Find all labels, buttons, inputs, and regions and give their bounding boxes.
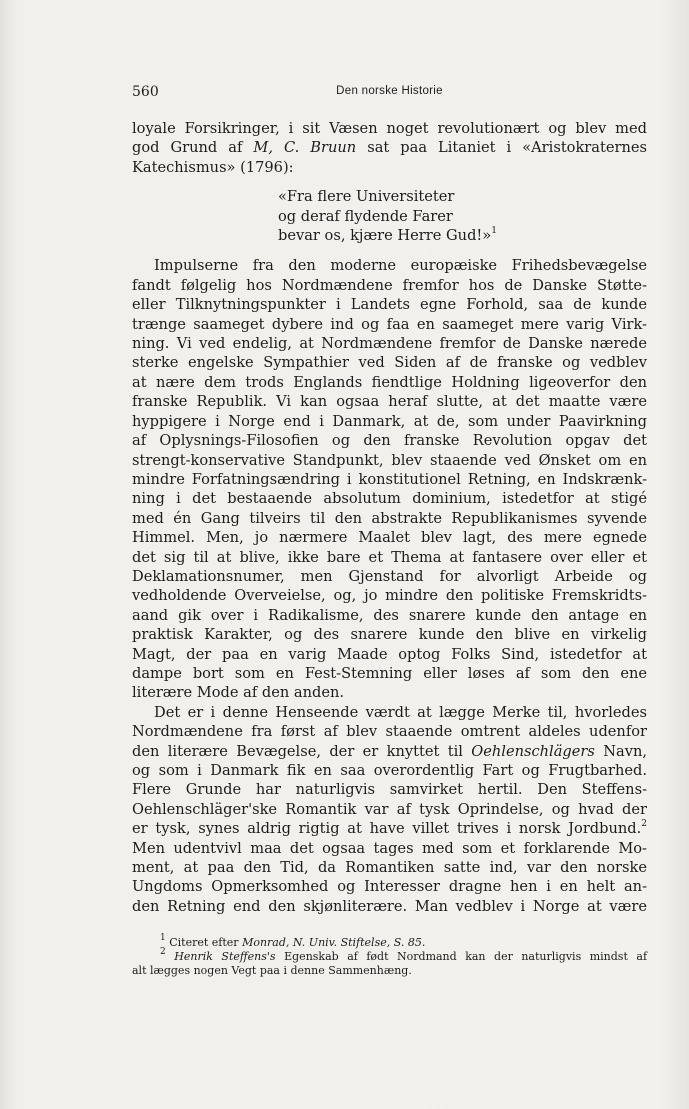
text-line: Men udentvivl maa det ogsaa tages med som et forklarende Mo- xyxy=(132,839,647,857)
text-run: bevar os, kjære Herre Gud!» xyxy=(278,227,492,245)
text-line xyxy=(132,819,647,838)
text-line: ning. Vi ved endelig, at Nordmændene fremfor de Danske nærede xyxy=(132,335,647,353)
footnote-ref: 2 xyxy=(641,819,647,830)
text-run: sat paa Litaniet i «Aristokraternes xyxy=(356,139,647,157)
text-line: og som i Danmark fik en saa overordentlig Fart og Frugtbarhed. xyxy=(132,762,647,779)
text-line: trænge saameget dybere ind og faa en saameget mere varig Virk- xyxy=(132,315,647,333)
author-name: Oehlenschlägers xyxy=(471,742,595,760)
text-line: Flere Grunde har naturligvis samvirket hertil. Den Steffens- xyxy=(132,781,647,799)
text-line: aand gik over i Radikalisme, des snarere kunde den antage en xyxy=(132,606,647,624)
text-block xyxy=(132,839,647,917)
text-line: Det er i denne Henseende værdt at lægge Merke til, hvorledes xyxy=(154,703,647,721)
text-run: den literære Bevægelse, der er knyttet til xyxy=(132,742,472,760)
footnote-number: 2 xyxy=(160,947,166,958)
text-line: dampe bort som en Fest-Stemning eller løses af som den ene xyxy=(132,664,647,682)
text-line: det sig til at blive, ikke bare et Thema at fantasere over eller et xyxy=(132,548,647,566)
footnotes xyxy=(132,933,648,978)
running-title: Den norske Historie xyxy=(336,85,443,97)
footnote-number: 1 xyxy=(160,933,166,944)
text-line: vedholdende Overveielse, og, jo mindre den politiske Fremskridts- xyxy=(132,587,647,605)
footnote xyxy=(132,947,648,964)
verse-quote xyxy=(278,187,647,245)
text-line: Magt, der paa en varig Maade optog Folks Sind, istedetfor at xyxy=(132,645,647,663)
text-line: Katechismus» (1796): xyxy=(132,158,294,176)
text-line: Ungdoms Opmerksomhed og Interesser dragne hen i en helt an- xyxy=(132,878,647,896)
footnote-ref: 1 xyxy=(491,226,497,237)
text-line: fandt følgelig hos Nordmændene fremfor hos de Danske Støtte- xyxy=(132,276,647,294)
author-name: M, C. Bruun xyxy=(253,139,357,157)
text-line: med én Gang tilveirs til den abstrakte Republikanismes syvende xyxy=(132,509,647,527)
text-line: at nære dem trods Englands fiendtlige Holdning ligeoverfor den xyxy=(132,373,647,391)
text-line: af Oplysnings-Filosofien og den franske Revolution opgav det xyxy=(132,432,647,450)
text-line: loyale Forsikringer, i sit Væsen noget revolutionært og blev med xyxy=(132,120,647,137)
citation: Monrad, N. Univ. Stiftelse, S. 85. xyxy=(242,936,426,949)
text-run: Egenskab af født Nordmand kan der naturligvis mindst af xyxy=(275,950,648,963)
verse-line xyxy=(278,226,647,245)
page-header xyxy=(132,84,647,104)
footnote xyxy=(132,933,647,950)
text-line: strengt-konservative Standpunkt, blev staaende ved Ønsket om en xyxy=(132,451,647,469)
page-number: 560 xyxy=(132,84,159,100)
text-line: ment, at paa den Tid, da Romantiken satte ind, var den norske xyxy=(132,859,647,877)
text-line xyxy=(132,742,647,761)
body-text xyxy=(132,119,647,916)
text-line: Oehlenschläger'ske Romantik var af tysk Oprindelse, og hvad der xyxy=(132,800,647,818)
text-line xyxy=(132,138,647,157)
verse-line: og deraf flydende Farer xyxy=(278,207,453,225)
text-run: Citeret efter xyxy=(169,936,243,949)
text-line: Deklamationsnumer, men Gjenstand for alvorligt Arbeide og xyxy=(132,567,647,585)
text-line: sterke engelske Sympathier ved Siden af de franske og vedblev xyxy=(132,354,647,372)
text-line: hyppigere i Norge end i Danmark, at de, som under Paavirkning xyxy=(132,412,647,430)
paragraph xyxy=(132,703,647,916)
verse-line: «Fra flere Universiteter xyxy=(278,188,455,206)
text-line: Impulserne fra den moderne europæiske Frihedsbevægelse xyxy=(154,257,647,275)
text-line: eller Tilknytningspunkter i Landets egne Forhold, saa de kunde xyxy=(132,296,647,314)
author-name: Henrik Steffens's xyxy=(174,950,276,963)
text-line: den Retning end den skjønliterære. Man vedblev i Norge at være xyxy=(132,897,647,915)
text-line: ning i det bestaaende absolutum dominium, istedetfor at stigé xyxy=(132,490,647,508)
text-run: Navn, xyxy=(594,742,647,760)
text-line: Himmel. Men, jo nærmere Maalet blev lagt, des mere egnede xyxy=(132,529,647,547)
text-line: mindre Forfatningsændring i konstitutionel Retning, en Indskrænk- xyxy=(132,470,647,488)
footnote-continuation: alt lægges nogen Vegt paa i denne Sammenhæng. xyxy=(132,964,412,977)
text-run: er tysk, synes aldrig rigtig at have villet trives i norsk Jordbund. xyxy=(132,820,642,838)
text-line: praktisk Karakter, og des snarere kunde den blive en virkelig xyxy=(132,626,647,644)
text-line: franske Republik. Vi kan ogsaa heraf slutte, at det maatte være xyxy=(132,393,647,411)
text-line: Nordmændene fra først af blev staaende omtrent aldeles udenfor xyxy=(132,723,647,741)
text-run: god Grund af xyxy=(132,139,254,157)
text-line: literære Mode af den anden. xyxy=(132,684,345,702)
paragraph xyxy=(132,256,647,702)
